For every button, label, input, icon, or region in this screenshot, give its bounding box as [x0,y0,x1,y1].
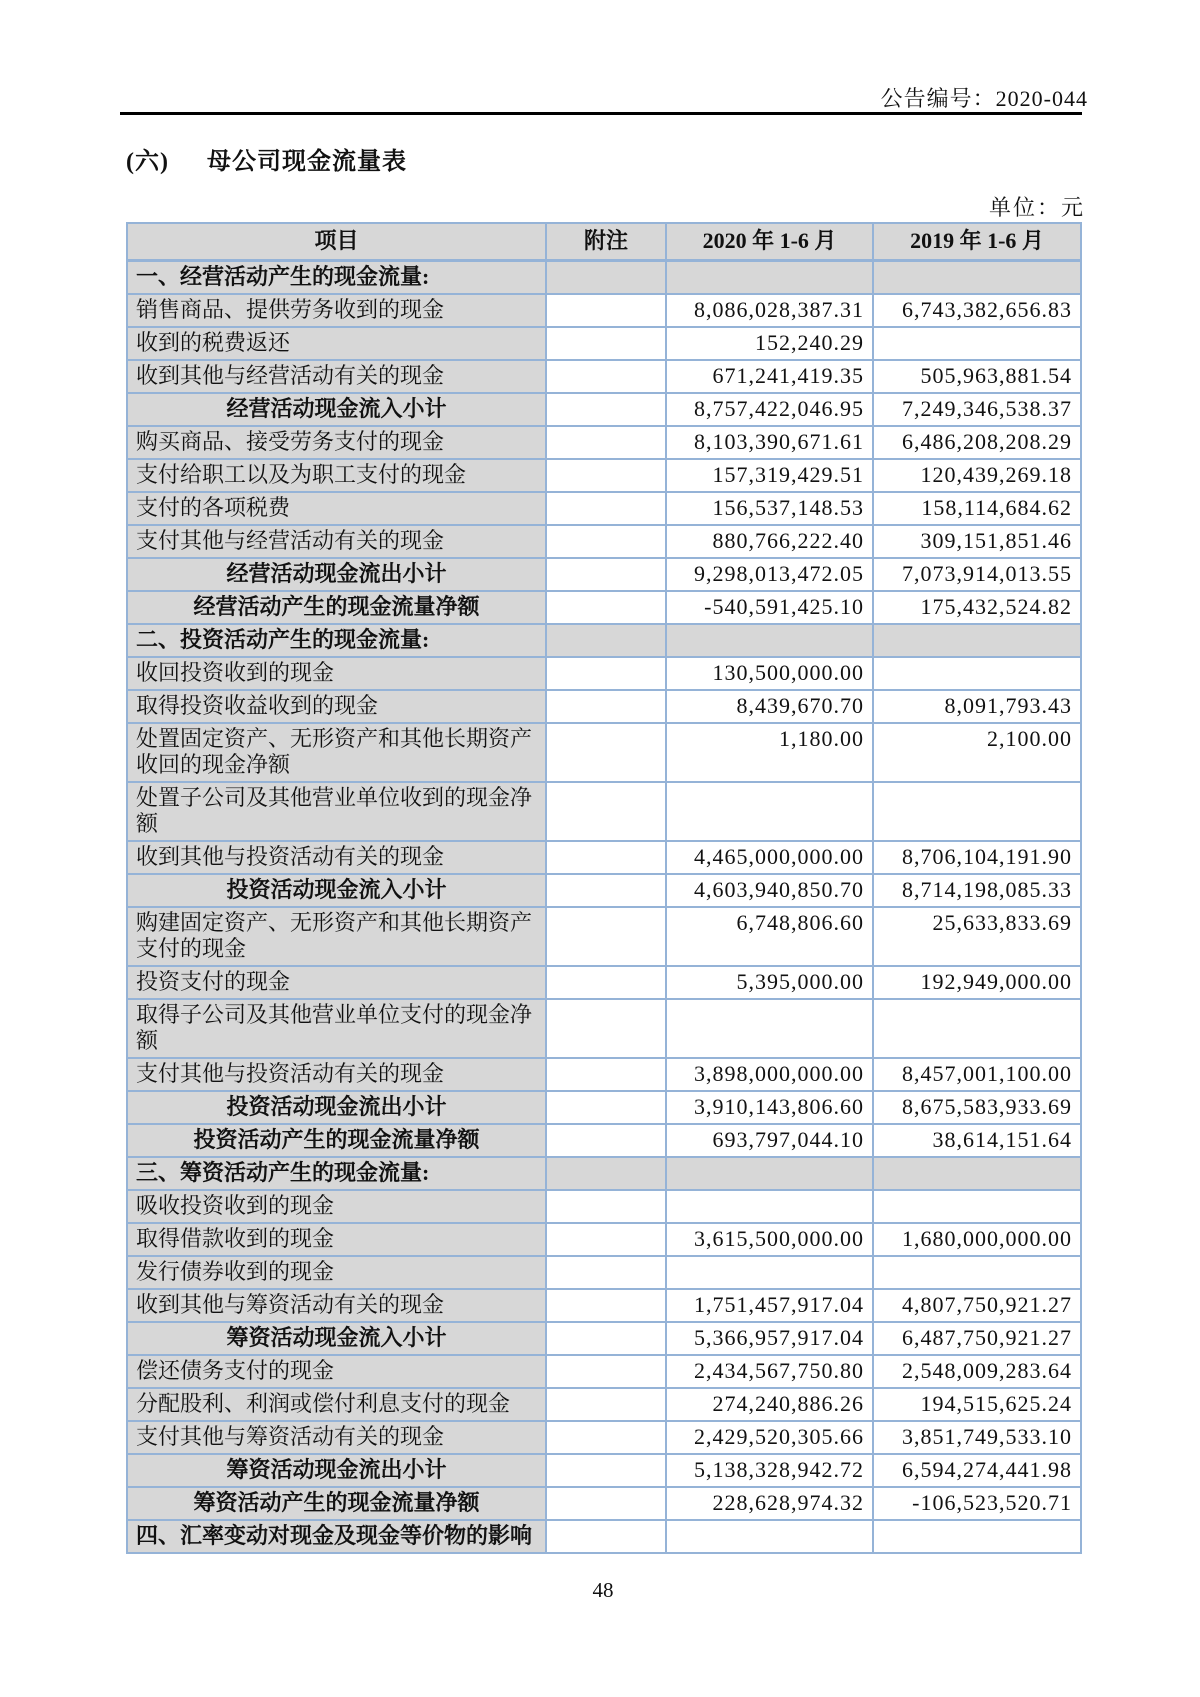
value-2019-cell: 8,675,583,933.69 [873,1091,1081,1124]
note-cell [546,1355,666,1388]
item-label-cell: 支付其他与经营活动有关的现金 [127,525,546,558]
value-2020-cell: 5,138,328,942.72 [666,1454,873,1487]
table-row [127,426,1081,459]
table-row [127,1058,1081,1091]
table-row [127,690,1081,723]
value-2020-cell: 3,615,500,000.00 [666,1223,873,1256]
table-row [127,558,1081,591]
table-row [127,393,1081,426]
value-2019-cell: 6,486,208,208.29 [873,426,1081,459]
table-row [127,1520,1081,1553]
value-2020-cell: 9,298,013,472.05 [666,558,873,591]
table-row [127,261,1081,295]
note-cell [546,1487,666,1520]
value-2020-cell: 152,240.29 [666,327,873,360]
item-label-cell: 处置子公司及其他营业单位收到的现金净额 [127,782,546,841]
table-row [127,591,1081,624]
item-label-cell: 筹资活动现金流出小计 [127,1454,546,1487]
value-2020-cell: 3,898,000,000.00 [666,1058,873,1091]
item-label-cell: 支付其他与投资活动有关的现金 [127,1058,546,1091]
note-cell [546,690,666,723]
table-row [127,907,1081,966]
note-cell [546,782,666,841]
value-2019-cell: 505,963,881.54 [873,360,1081,393]
value-2019-cell: 7,073,914,013.55 [873,558,1081,591]
item-label-cell: 四、汇率变动对现金及现金等价物的影响 [127,1520,546,1553]
note-cell [546,1190,666,1223]
value-2020-cell: 671,241,419.35 [666,360,873,393]
note-cell [546,393,666,426]
value-2019-cell: 8,457,001,100.00 [873,1058,1081,1091]
table-header-row [127,223,1081,261]
value-2019-cell: 8,706,104,191.90 [873,841,1081,874]
value-2019-cell: 3,851,749,533.10 [873,1421,1081,1454]
value-2019-cell: 120,439,269.18 [873,459,1081,492]
header-cell-2019: 2019 年 1-6 月 [873,223,1081,261]
note-cell [546,360,666,393]
table-row [127,1190,1081,1223]
table-row [127,1322,1081,1355]
value-2020-cell [666,1520,873,1553]
value-2020-cell: 156,537,148.53 [666,492,873,525]
value-2019-cell: 309,151,851.46 [873,525,1081,558]
table-row [127,294,1081,327]
table-row [127,1355,1081,1388]
note-cell [546,558,666,591]
table-row [127,841,1081,874]
table-row [127,657,1081,690]
table-row [127,1454,1081,1487]
value-2020-cell: 274,240,886.26 [666,1388,873,1421]
table-row [127,1091,1081,1124]
note-cell [546,1124,666,1157]
item-label-cell: 一、经营活动产生的现金流量: [127,261,546,295]
value-2020-cell: 2,434,567,750.80 [666,1355,873,1388]
note-cell [546,459,666,492]
note-cell [546,1289,666,1322]
value-2020-cell: 4,465,000,000.00 [666,841,873,874]
table-row [127,1388,1081,1421]
table-row [127,1487,1081,1520]
note-cell [546,525,666,558]
item-label-cell: 经营活动现金流入小计 [127,393,546,426]
value-2020-cell [666,999,873,1058]
item-label-cell: 取得投资收益收到的现金 [127,690,546,723]
item-label-cell: 收到其他与经营活动有关的现金 [127,360,546,393]
item-label-cell: 经营活动产生的现金流量净额 [127,591,546,624]
value-2020-cell: 3,910,143,806.60 [666,1091,873,1124]
item-label-cell: 支付其他与筹资活动有关的现金 [127,1421,546,1454]
value-2020-cell [666,782,873,841]
note-cell [546,624,666,657]
item-label-cell: 收回投资收到的现金 [127,657,546,690]
note-cell [546,591,666,624]
note-cell [546,1058,666,1091]
note-cell [546,1421,666,1454]
value-2019-cell: 6,743,382,656.83 [873,294,1081,327]
table-row [127,1421,1081,1454]
page-number: 48 [592,1578,614,1602]
item-label-cell: 投资活动现金流入小计 [127,874,546,907]
unit-label: 单位：元 [988,195,1085,220]
value-2019-cell: 38,614,151.64 [873,1124,1081,1157]
item-label-cell: 二、投资活动产生的现金流量: [127,624,546,657]
item-label-cell: 吸收投资收到的现金 [127,1190,546,1223]
value-2020-cell: 228,628,974.32 [666,1487,873,1520]
value-2019-cell: 192,949,000.00 [873,966,1081,999]
value-2020-cell: 5,366,957,917.04 [666,1322,873,1355]
table-row [127,1256,1081,1289]
item-label-cell: 投资支付的现金 [127,966,546,999]
value-2020-cell: 6,748,806.60 [666,907,873,966]
value-2019-cell: 6,594,274,441.98 [873,1454,1081,1487]
value-2019-cell: 1,680,000,000.00 [873,1223,1081,1256]
note-cell [546,426,666,459]
note-cell [546,874,666,907]
note-cell [546,657,666,690]
table-row [127,492,1081,525]
item-label-cell: 偿还债务支付的现金 [127,1355,546,1388]
value-2020-cell: 880,766,222.40 [666,525,873,558]
value-2020-cell: 1,751,457,917.04 [666,1289,873,1322]
page-title-text: 母公司现金流量表 [207,149,407,175]
value-2020-cell: 2,429,520,305.66 [666,1421,873,1454]
table-row [127,723,1081,782]
item-label-cell: 筹资活动产生的现金流量净额 [127,1487,546,1520]
table-row [127,525,1081,558]
value-2019-cell [873,261,1081,295]
item-label-cell: 三、筹资活动产生的现金流量: [127,1157,546,1190]
value-2019-cell: 194,515,625.24 [873,1388,1081,1421]
table-row [127,360,1081,393]
note-cell [546,1091,666,1124]
value-2020-cell: 8,439,670.70 [666,690,873,723]
item-label-cell: 发行债券收到的现金 [127,1256,546,1289]
note-cell [546,966,666,999]
table-body [127,261,1081,1554]
value-2019-cell [873,782,1081,841]
value-2020-cell [666,1190,873,1223]
value-2020-cell: 5,395,000.00 [666,966,873,999]
item-label-cell: 经营活动现金流出小计 [127,558,546,591]
item-label-cell: 支付的各项税费 [127,492,546,525]
note-cell [546,1223,666,1256]
value-2019-cell: 158,114,684.62 [873,492,1081,525]
note-cell [546,841,666,874]
note-cell [546,1322,666,1355]
table-row [127,459,1081,492]
cashflow-table [126,222,1082,1554]
item-label-cell: 收到其他与筹资活动有关的现金 [127,1289,546,1322]
table-row [127,1289,1081,1322]
value-2019-cell: 7,249,346,538.37 [873,393,1081,426]
value-2020-cell [666,261,873,295]
note-cell [546,1256,666,1289]
value-2020-cell: 8,086,028,387.31 [666,294,873,327]
header-cell-2020: 2020 年 1-6 月 [666,223,873,261]
note-cell [546,261,666,295]
table-row [127,327,1081,360]
value-2019-cell: -106,523,520.71 [873,1487,1081,1520]
note-cell [546,1388,666,1421]
value-2020-cell: 693,797,044.10 [666,1124,873,1157]
value-2019-cell: 25,633,833.69 [873,907,1081,966]
table-row [127,1223,1081,1256]
value-2020-cell: 130,500,000.00 [666,657,873,690]
value-2019-cell: 8,714,198,085.33 [873,874,1081,907]
item-label-cell: 购买商品、接受劳务支付的现金 [127,426,546,459]
item-label-cell: 支付给职工以及为职工支付的现金 [127,459,546,492]
value-2019-cell: 2,100.00 [873,723,1081,782]
header-cell-item: 项目 [127,223,546,261]
value-2020-cell [666,1256,873,1289]
table-row [127,1157,1081,1190]
note-cell [546,1520,666,1553]
value-2019-cell: 6,487,750,921.27 [873,1322,1081,1355]
value-2019-cell [873,327,1081,360]
header-cell-note: 附注 [546,223,666,261]
item-label-cell: 销售商品、提供劳务收到的现金 [127,294,546,327]
value-2019-cell [873,999,1081,1058]
table-row [127,999,1081,1058]
page-title [126,141,407,176]
note-cell [546,999,666,1058]
value-2019-cell [873,1157,1081,1190]
header-divider-rule [120,112,1082,115]
item-label-cell: 取得子公司及其他营业单位支付的现金净额 [127,999,546,1058]
note-cell [546,1157,666,1190]
value-2019-cell: 4,807,750,921.27 [873,1289,1081,1322]
note-cell [546,907,666,966]
value-2019-cell [873,1520,1081,1553]
item-label-cell: 筹资活动现金流入小计 [127,1322,546,1355]
value-2019-cell [873,1256,1081,1289]
value-2020-cell: 4,603,940,850.70 [666,874,873,907]
value-2020-cell: 8,103,390,671.61 [666,426,873,459]
note-cell [546,294,666,327]
table-row [127,782,1081,841]
value-2019-cell: 175,432,524.82 [873,591,1081,624]
note-cell [546,327,666,360]
item-label-cell: 取得借款收到的现金 [127,1223,546,1256]
item-label-cell: 分配股利、利润或偿付利息支付的现金 [127,1388,546,1421]
table-row [127,874,1081,907]
page-title-index: (六) [126,149,169,175]
value-2020-cell: 1,180.00 [666,723,873,782]
item-label-cell: 投资活动现金流出小计 [127,1091,546,1124]
note-cell [546,492,666,525]
note-cell [546,723,666,782]
item-label-cell: 处置固定资产、无形资产和其他长期资产收回的现金净额 [127,723,546,782]
value-2020-cell [666,1157,873,1190]
value-2020-cell: 157,319,429.51 [666,459,873,492]
value-2019-cell [873,1190,1081,1223]
value-2019-cell: 2,548,009,283.64 [873,1355,1081,1388]
value-2020-cell: 8,757,422,046.95 [666,393,873,426]
item-label-cell: 购建固定资产、无形资产和其他长期资产支付的现金 [127,907,546,966]
value-2020-cell: -540,591,425.10 [666,591,873,624]
item-label-cell: 收到的税费返还 [127,327,546,360]
table-row [127,624,1081,657]
note-cell [546,1454,666,1487]
item-label-cell: 收到其他与投资活动有关的现金 [127,841,546,874]
table-row [127,1124,1081,1157]
announcement-number: 公告编号：2020-044 [880,86,1088,111]
value-2019-cell [873,657,1081,690]
value-2019-cell [873,624,1081,657]
item-label-cell: 投资活动产生的现金流量净额 [127,1124,546,1157]
value-2019-cell: 8,091,793.43 [873,690,1081,723]
table-row [127,966,1081,999]
value-2020-cell [666,624,873,657]
